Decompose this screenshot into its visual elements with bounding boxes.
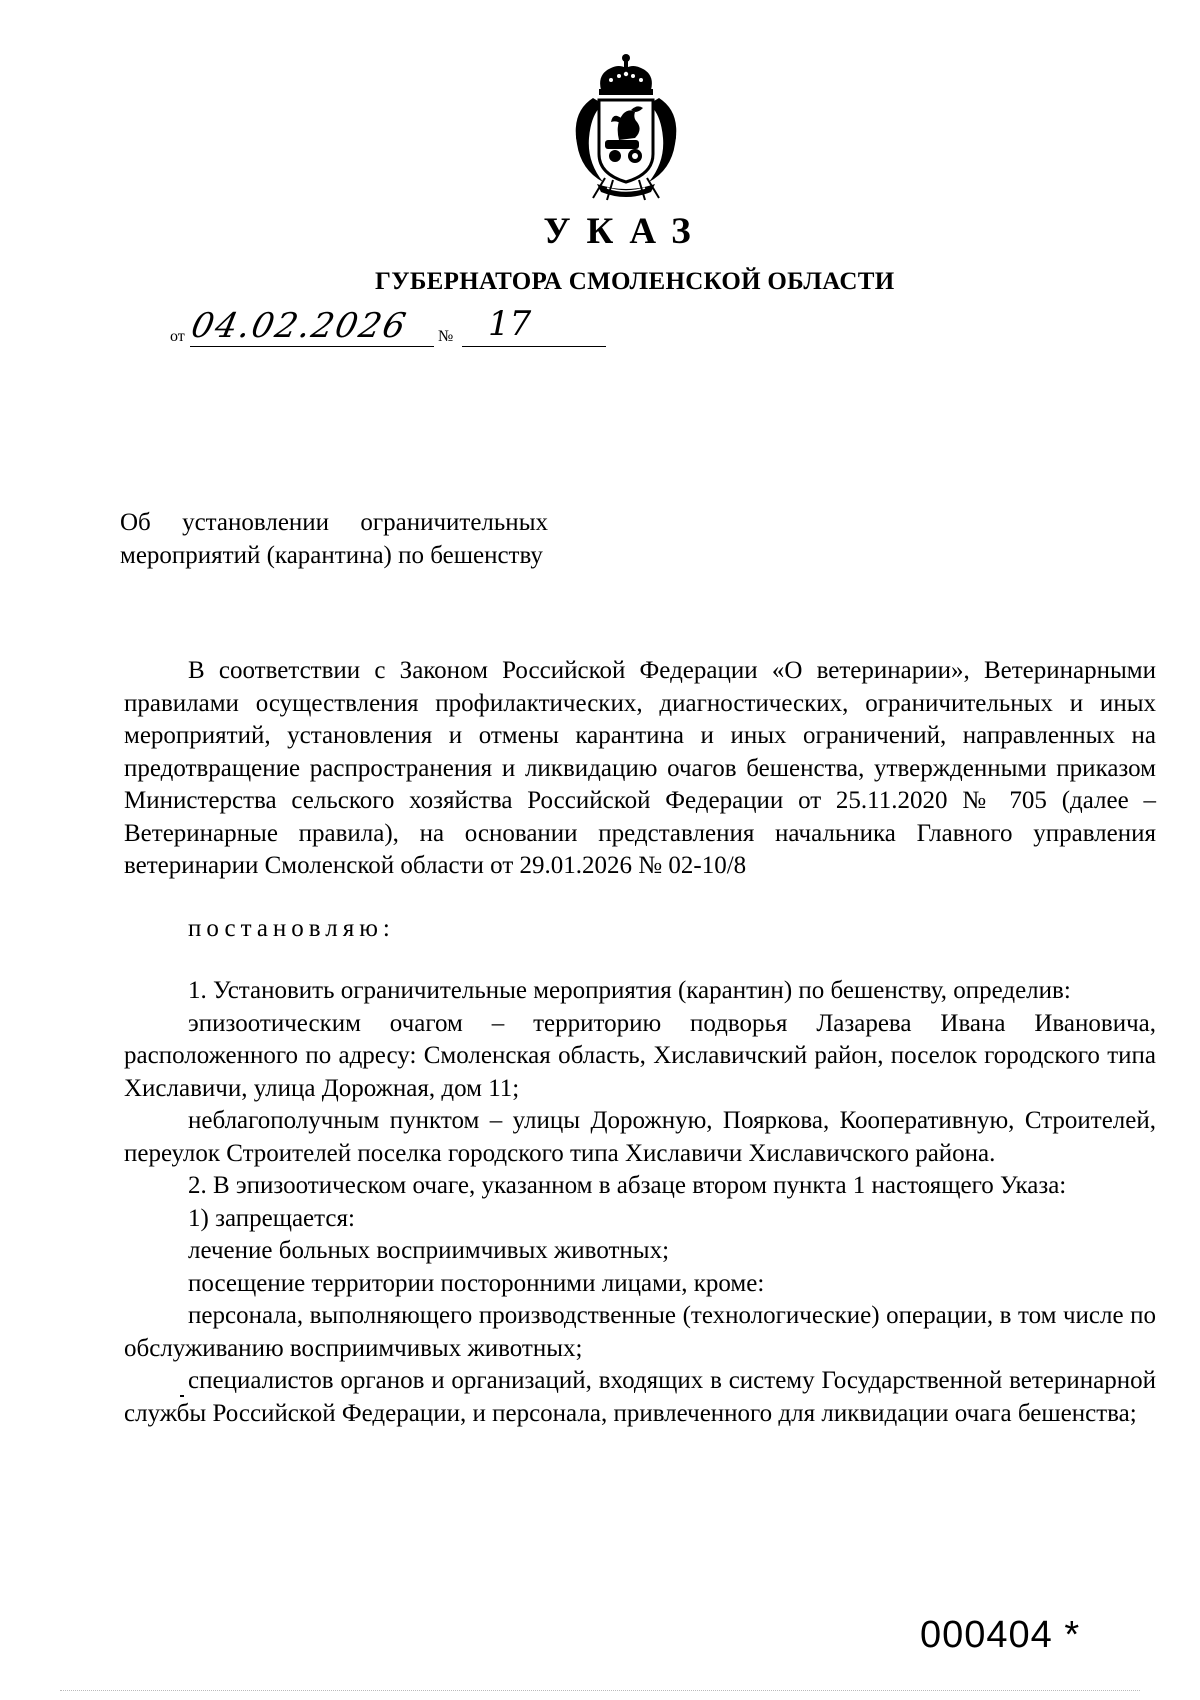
date-number-line bbox=[170, 304, 610, 350]
coat-of-arms-emblem bbox=[563, 52, 689, 202]
document-subtitle: ГУБЕРНАТОРА СМОЛЕНСКОЙ ОБЛАСТИ bbox=[375, 268, 895, 295]
preamble-paragraph: В соответствии с Законом Российской Федерации «О ветеринарии», Ветеринарными правилами осуществления профилактических, диагностических, ограничительных и иных мероприятий, установления и отмены карантина и иных ограничений, направленных на предотвращение распространения и ликвидацию очагов бешенства, утвержденными приказом Министерства сельского хозяйства Российской Федерации от 25.11.2020 № 705 (далее – Ветеринарные правила), на основании представления начальника Главного управления ветеринарии Смоленской области от 29.01.2026 № 02-10/8 bbox=[124, 657, 1156, 879]
date-underline bbox=[190, 346, 434, 347]
number-underline bbox=[462, 346, 606, 347]
paragraph: неблагополучным пунктом – улицы Дорожную, Пояркова, Кооперативную, Строителей, переулок Строителей поселка городского типа Хиславичи Хиславичского района. bbox=[124, 1107, 1156, 1167]
document-body bbox=[124, 655, 1156, 1430]
paragraph: специалистов органов и организаций, входящих в систему Государственной ветеринарной службы Российской Федерации, и персонала, привлеченного для ликвидации очага бешенства; bbox=[124, 1367, 1156, 1427]
scan-artifact-line bbox=[60, 1690, 1140, 1691]
paragraph: персонала, выполняющего производственные (технологические) операции, в том числе по обслуживанию восприимчивых животных; bbox=[124, 1302, 1156, 1362]
paragraph: 2. В эпизоотическом очаге, указанном в абзаце втором пункта 1 настоящего Указа: bbox=[188, 1172, 1067, 1199]
paragraph: 1. Установить ограничительные мероприятия (карантин) по бешенству, определив: bbox=[188, 977, 1071, 1004]
form-serial-number: 000404 * bbox=[920, 1614, 1081, 1656]
date-label: от bbox=[170, 328, 185, 345]
paragraph: лечение больных восприимчивых животных; bbox=[188, 1237, 670, 1264]
document-title: УКАЗ bbox=[543, 211, 707, 252]
document-topic: Об установлении ограничительных мероприятий (карантина) по бешенству bbox=[120, 509, 548, 569]
scan-speck bbox=[180, 1395, 184, 1397]
decree-word: постановляю: bbox=[188, 914, 395, 942]
number-label: № bbox=[438, 328, 454, 345]
handwritten-number: 17 bbox=[488, 304, 532, 344]
paragraph: эпизоотическим очагом – территорию подворья Лазарева Ивана Ивановича, расположенного по адресу: Смоленская область, Хиславичский район, поселок городского типа Хиславичи, улица Дорожная, дом 11; bbox=[124, 1009, 1156, 1102]
handwritten-date: 04.02.2026 bbox=[187, 306, 411, 346]
paragraph: 1) запрещается: bbox=[188, 1204, 355, 1232]
paragraph: посещение территории посторонними лицами, кроме: bbox=[188, 1269, 765, 1297]
